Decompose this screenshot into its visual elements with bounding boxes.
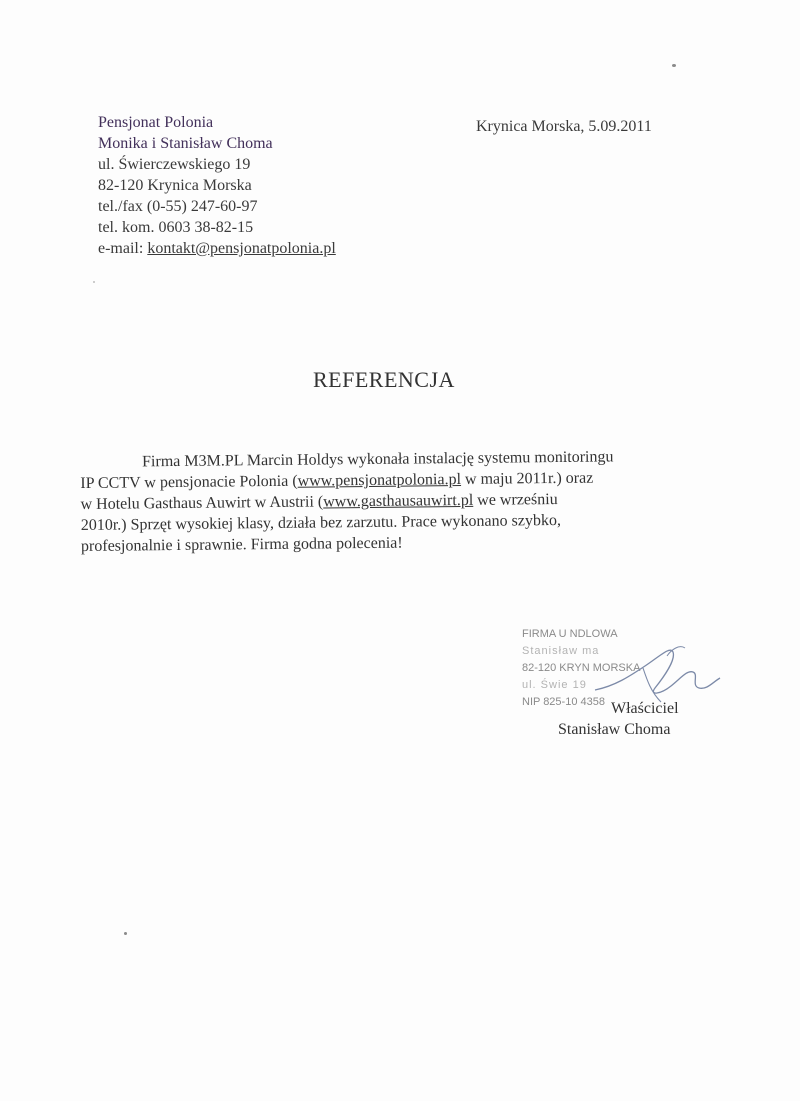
- scan-speck: [672, 64, 676, 67]
- sender-street: ul. Świerczewskiego 19: [98, 156, 251, 173]
- owner-name: Stanisław Choma: [558, 721, 671, 738]
- body-line-1: Firma M3M.PL Marcin Holdys wykonała instalację systemu monitoringu: [142, 448, 614, 471]
- reference-body: [80, 446, 681, 557]
- scan-speck: [124, 932, 127, 935]
- date-line: Krynica Morska, 5.09.2011: [476, 118, 652, 135]
- stamp-line-2: Stanisław ma: [522, 645, 600, 657]
- sender-email-line: [98, 238, 428, 259]
- scan-speck: [93, 281, 95, 283]
- sender-email-link[interactable]: kontakt@pensjonatpolonia.pl: [147, 240, 336, 257]
- sender-mobile: tel. kom. 0603 38-82-15: [98, 219, 254, 236]
- body-line-3-start: w Hotelu Gasthaus Auwirt w Austrii (: [80, 493, 324, 513]
- sender-city: 82-120 Krynica Morska: [98, 177, 252, 194]
- body-line-5: profesjonalnie i sprawnie. Firma godna polecenia!: [80, 534, 403, 555]
- stamp-line-3: 82-120 KRYN MORSKA: [522, 662, 641, 674]
- pensjonat-url-link[interactable]: www.pensjonatpolonia.pl: [297, 471, 462, 490]
- stamp-line-4: ul. Świe 19: [522, 679, 587, 691]
- body-line-2-start: IP CCTV w pensjonacie Polonia (: [80, 472, 298, 492]
- owner-role: Właściciel: [611, 700, 679, 717]
- handwritten-signature: [575, 628, 725, 708]
- stamp-line-1: FIRMA U NDLOWA: [522, 628, 618, 640]
- document-title: REFERENCJA: [313, 367, 455, 392]
- gasthaus-url-link[interactable]: www.gasthausauwirt.pl: [323, 491, 474, 511]
- sender-phone-fax: tel./fax (0-55) 247-60-97: [98, 198, 258, 215]
- signature-block: [558, 698, 679, 740]
- body-line-3-end: we wrześniu: [473, 491, 558, 509]
- stamp-line-5: NIP 825-10 4358: [522, 696, 605, 708]
- sender-company: Pensjonat Polonia: [98, 114, 214, 131]
- body-line-4: 2010r.) Sprzęt wysokiej klasy, działa bez zarzutu. Prace wykonano szybko,: [80, 511, 561, 534]
- sender-address-block: [98, 112, 428, 259]
- sender-owners: Monika i Stanisław Choma: [98, 135, 273, 152]
- body-line-2-end: w maju 2011r.) oraz: [460, 469, 594, 489]
- sender-email-label: e-mail:: [98, 240, 148, 257]
